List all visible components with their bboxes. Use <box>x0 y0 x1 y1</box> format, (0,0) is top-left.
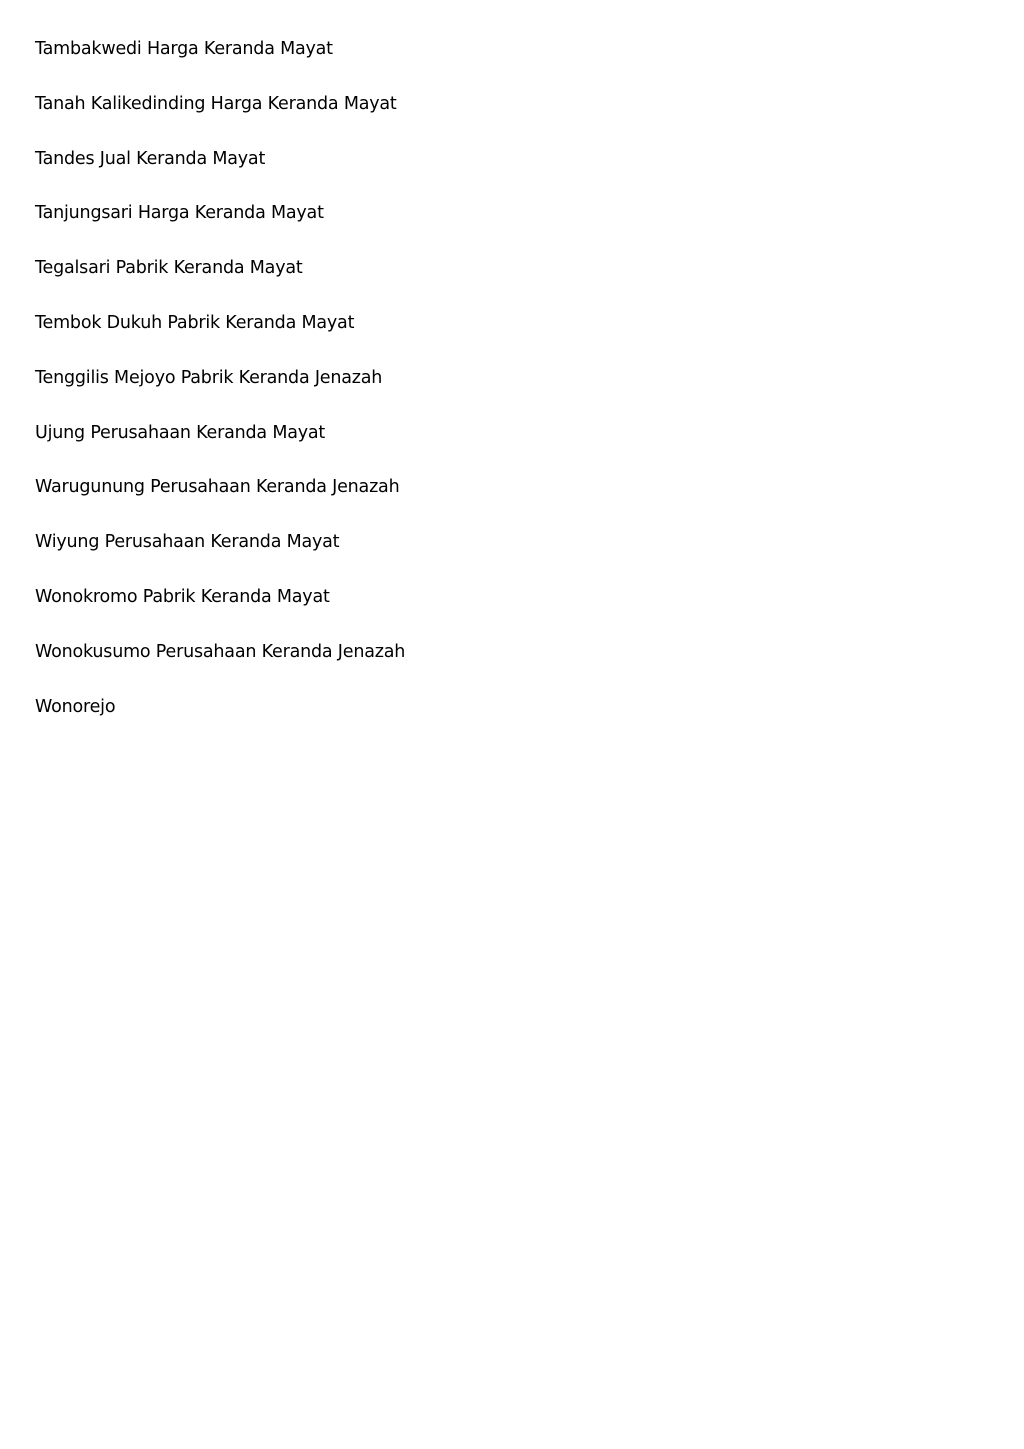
location-list <box>35 36 405 748</box>
list-item: Tambakwedi Harga Keranda Mayat <box>35 39 333 59</box>
list-item: Tegalsari Pabrik Keranda Mayat <box>35 258 303 279</box>
list-item: Wonokusumo Perusahaan Keranda Jenazah <box>35 641 406 662</box>
list-item: Warugunung Perusahaan Keranda Jenazah <box>35 477 400 498</box>
list-item: Tembok Dukuh Pabrik Keranda Mayat <box>35 312 355 333</box>
list-item: Tanah Kalikedinding Harga Keranda Mayat <box>35 93 397 114</box>
list-item: Tenggilis Mejoyo Pabrik Keranda Jenazah <box>35 367 383 388</box>
list-item: Wonokromo Pabrik Keranda Mayat <box>35 586 330 607</box>
list-item: Wonorejo <box>35 696 116 717</box>
list-item: Ujung Perusahaan Keranda Mayat <box>35 422 326 443</box>
list-item: Tanjungsari Harga Keranda Mayat <box>35 203 324 224</box>
list-item: Tandes Jual Keranda Mayat <box>35 148 266 169</box>
list-item: Wiyung Perusahaan Keranda Mayat <box>35 532 340 553</box>
